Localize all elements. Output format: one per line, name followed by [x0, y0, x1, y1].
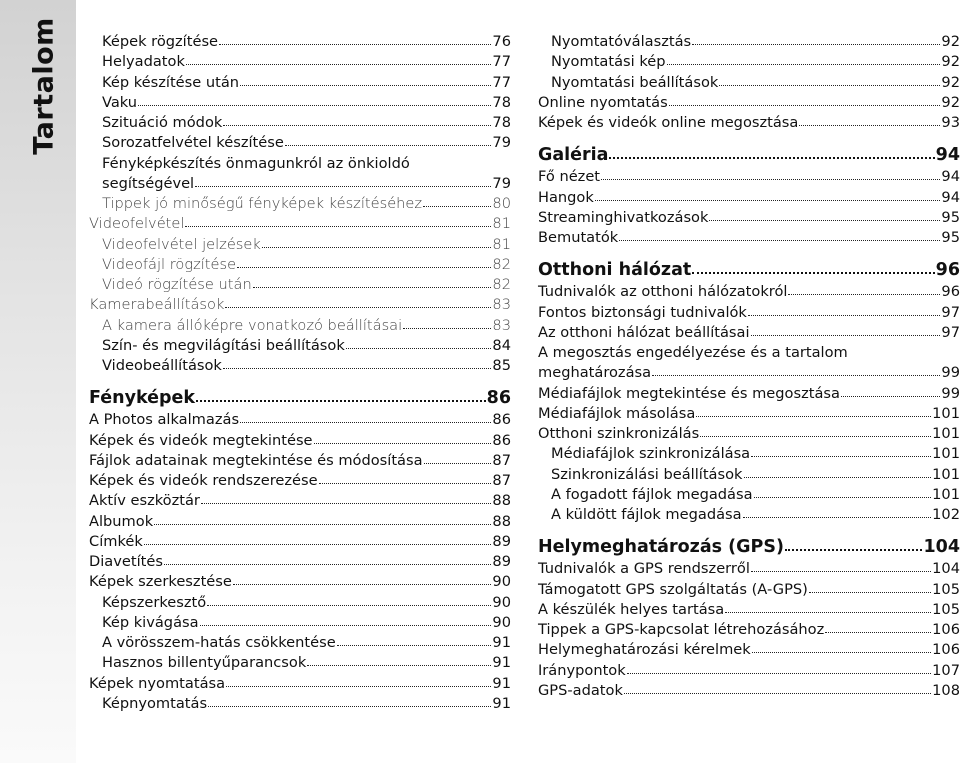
toc-entry[interactable]	[538, 208, 960, 228]
toc-entry[interactable]	[89, 133, 511, 153]
toc-entry-title: Képek nyomtatása	[89, 674, 226, 692]
toc-entry[interactable]	[89, 451, 511, 471]
dot-leader	[253, 287, 492, 288]
toc-entry[interactable]	[538, 465, 960, 485]
toc-page-number: 88	[492, 512, 511, 530]
dot-leader	[751, 456, 931, 457]
toc-page-number: 78	[492, 93, 511, 111]
dot-leader	[619, 240, 940, 241]
toc-entry-title: Iránypontok	[538, 661, 626, 679]
toc-entry[interactable]	[89, 572, 511, 592]
toc-page-number: 91	[492, 634, 511, 651]
toc-page-number: 82	[492, 255, 511, 273]
toc-page-number: 94	[935, 145, 960, 166]
toc-entry-title: Galéria	[538, 145, 609, 166]
toc-page-number: 85	[492, 357, 511, 374]
dot-leader	[186, 64, 492, 65]
toc-entry-title: A fogadott fájlok megadása	[551, 485, 753, 503]
toc-entry-title: Szituáció módok	[102, 114, 223, 131]
toc-entry-title: Hangok	[538, 188, 594, 206]
toc-page-number: 91	[492, 654, 511, 672]
toc-entry[interactable]	[538, 52, 960, 72]
toc-page-number: 102	[932, 506, 960, 523]
toc-entry-title: Fényképek	[89, 388, 196, 409]
toc-entry[interactable]	[538, 32, 960, 52]
toc-entry[interactable]	[89, 275, 511, 295]
toc-page-number: 105	[932, 580, 960, 598]
toc-entry-title: Videó rögzítése után	[102, 276, 252, 293]
toc-entry-title: Nyomtatóválasztás	[551, 33, 692, 50]
dot-leader	[700, 436, 931, 437]
toc-entry[interactable]	[538, 580, 960, 600]
dot-leader	[154, 524, 491, 525]
dot-leader	[223, 125, 491, 126]
toc-entry-title: Fontos biztonsági tudnivalók	[538, 303, 747, 321]
dot-leader	[237, 267, 491, 268]
toc-entry[interactable]	[538, 404, 960, 424]
toc-page-number: 87	[492, 472, 511, 489]
toc-entry-title: Képek és videók rendszerezése	[89, 472, 318, 489]
toc-page-number: 95	[941, 229, 960, 246]
toc-entry-title: Képek és videók online megosztása	[538, 114, 799, 131]
toc-entry[interactable]	[89, 316, 511, 336]
toc-entry[interactable]	[538, 600, 960, 620]
toc-page-number: 78	[492, 114, 511, 131]
dot-leader	[624, 693, 931, 694]
toc-page-number: 81	[492, 215, 511, 233]
toc-entry[interactable]	[89, 593, 511, 613]
toc-page-number: 94	[941, 168, 960, 186]
toc-section-heading[interactable]	[538, 259, 960, 281]
toc-entry[interactable]	[538, 188, 960, 208]
dot-leader	[307, 665, 491, 666]
toc-page-number: 83	[492, 316, 511, 334]
dot-leader	[185, 226, 491, 227]
dot-leader	[652, 375, 940, 376]
toc-page-number: 86	[492, 411, 511, 429]
toc-page-number: 94	[941, 188, 960, 206]
toc-entry[interactable]	[538, 282, 960, 302]
toc-page-number: 90	[492, 573, 511, 591]
toc-entry-title: Tudnivalók az otthoni hálózatokról	[538, 283, 788, 301]
dot-leader	[207, 605, 491, 606]
toc-entry-title: Médiafájlok szinkronizálása	[551, 445, 751, 463]
toc-entry[interactable]	[538, 363, 960, 383]
toc-entry-title: Vaku	[102, 93, 138, 111]
toc-entry-title: Helyadatok	[102, 53, 185, 71]
toc-entry-title: Tudnivalók a GPS rendszerről	[538, 560, 750, 578]
dot-leader	[319, 483, 492, 484]
toc-entry-title: meghatározása	[538, 364, 652, 382]
dot-leader	[403, 328, 491, 329]
toc-entry-title: Videobeállítások	[102, 357, 222, 374]
toc-entry[interactable]	[89, 93, 511, 113]
toc-entry-title: Albumok	[89, 512, 154, 530]
toc-entry[interactable]	[538, 113, 960, 133]
dot-leader	[233, 584, 492, 585]
toc-entry-title: A Photos alkalmazás	[89, 411, 240, 429]
toc-entry[interactable]	[538, 505, 960, 525]
dot-leader	[201, 503, 492, 504]
toc-page-number: 104	[932, 560, 960, 578]
toc-entry[interactable]	[89, 73, 511, 93]
dot-leader	[799, 125, 940, 126]
toc-entry[interactable]	[538, 228, 960, 248]
toc-entry-title: Videofájl rögzítése	[102, 255, 237, 273]
toc-page-number: 101	[932, 425, 960, 442]
toc-entry-title: Bemutatók	[538, 229, 619, 246]
toc-entry[interactable]	[89, 32, 511, 52]
toc-entry-title: A vörösszem-hatás csökkentése	[102, 634, 336, 651]
toc-page-number: 108	[932, 681, 960, 699]
toc-entry-title: Online nyomtatás	[538, 93, 668, 111]
toc-page-number: 79	[492, 134, 511, 152]
toc-page-number: 105	[932, 600, 960, 618]
dot-leader	[748, 315, 941, 316]
toc-entry-title: Kép készítése után	[102, 73, 240, 91]
toc-entry-title: Otthoni hálózat	[538, 260, 692, 281]
toc-entry-title: Videofelvétel jelzések	[102, 235, 261, 253]
dot-leader	[595, 200, 941, 201]
toc-page-number: 79	[492, 174, 511, 192]
toc-entry[interactable]	[538, 681, 960, 701]
dot-leader	[200, 625, 492, 626]
toc-page-number: 93	[941, 114, 960, 131]
toc-page-number: 90	[492, 593, 511, 611]
toc-page-number: 96	[941, 283, 960, 301]
dot-leader	[285, 145, 492, 146]
dot-leader	[669, 105, 941, 106]
dot-leader	[337, 645, 492, 646]
toc-entry-title: segítségével	[102, 174, 195, 192]
toc-entry-title: Aktív eszköztár	[89, 492, 200, 510]
toc-page-number: 101	[932, 465, 960, 483]
toc-page-number: 87	[492, 451, 511, 469]
toc-entry[interactable]	[538, 93, 960, 113]
toc-page-number: 97	[941, 303, 960, 321]
toc-page-number: 88	[492, 492, 511, 510]
dot-leader	[809, 592, 931, 593]
toc-page-number: 80	[492, 195, 511, 212]
dot-leader	[314, 443, 492, 444]
toc-page-number: 101	[932, 485, 960, 503]
toc-entry[interactable]	[538, 620, 960, 640]
toc-entry[interactable]	[538, 424, 960, 444]
dot-leader	[138, 105, 491, 106]
dot-leader	[601, 179, 940, 180]
toc-entry[interactable]	[89, 512, 511, 532]
toc-page-number: 81	[492, 235, 511, 253]
toc-page-number: 76	[492, 33, 511, 50]
toc-page-number: 77	[492, 53, 511, 71]
toc-page-number: 95	[941, 208, 960, 226]
dot-leader	[841, 396, 940, 397]
dot-leader	[696, 416, 931, 417]
toc-entry[interactable]	[89, 431, 511, 451]
dot-leader	[424, 463, 492, 464]
toc-page-number: 92	[941, 53, 960, 71]
dot-leader	[744, 477, 932, 478]
toc-entry-title: Kamerabeállítások	[89, 296, 225, 314]
toc-entry[interactable]	[89, 356, 511, 376]
toc-page-number: 83	[492, 296, 511, 314]
toc-entry-title: A készülék helyes tartása	[538, 600, 725, 618]
dot-leader	[785, 549, 923, 551]
toc-entry-title: Nyomtatási beállítások	[551, 73, 719, 91]
toc-entry-title: Az otthoni hálózat beállításai	[538, 323, 750, 341]
toc-entry-line[interactable]	[89, 154, 511, 174]
toc-entry[interactable]	[538, 640, 960, 660]
toc-entry[interactable]	[89, 336, 511, 356]
dot-leader	[692, 44, 940, 45]
toc-column-left	[89, 32, 511, 714]
toc-page-number: 92	[941, 33, 960, 50]
toc-page-number: 82	[492, 276, 511, 293]
dot-leader	[219, 44, 491, 45]
toc-entry[interactable]	[89, 471, 511, 491]
toc-entry-title: Fő nézet	[538, 168, 601, 186]
toc-page-number: 101	[932, 445, 960, 463]
dot-leader	[788, 294, 940, 295]
dot-leader	[709, 220, 940, 221]
toc-entry-title: Kép kivágása	[102, 613, 199, 631]
toc-entry-title: Hasznos billentyűparancsok	[102, 654, 307, 672]
toc-entry-title: Nyomtatási kép	[551, 53, 666, 71]
toc-page-number: 89	[492, 532, 511, 550]
sidebar	[0, 0, 76, 763]
toc-page-number: 101	[932, 404, 960, 422]
toc-page-number: 86	[492, 431, 511, 449]
toc-entry-title: Diavetítés	[89, 553, 163, 570]
toc-page-number: 84	[492, 336, 511, 354]
toc-entry[interactable]	[89, 235, 511, 255]
toc-entry[interactable]	[538, 167, 960, 187]
dot-leader	[208, 706, 491, 707]
toc-page-number: 92	[941, 93, 960, 111]
toc-entry[interactable]	[538, 303, 960, 323]
toc-entry[interactable]	[89, 613, 511, 633]
toc-entry-title: Képszerkesztő	[102, 593, 207, 611]
toc-entry-title: Tippek a GPS-kapcsolat létrehozásához	[538, 621, 825, 638]
dot-leader	[196, 400, 486, 402]
toc-entry[interactable]	[538, 73, 960, 93]
toc-entry-title: Médiafájlok másolása	[538, 404, 696, 422]
dot-leader	[240, 422, 491, 423]
toc-page-number: 104	[923, 537, 960, 558]
toc-page-number: 91	[492, 674, 511, 692]
toc-page-number: 97	[941, 323, 960, 341]
toc-entry-line[interactable]	[538, 343, 960, 363]
toc-entry[interactable]	[538, 323, 960, 343]
toc-entry-title: Támogatott GPS szolgáltatás (A-GPS)	[538, 580, 808, 598]
toc-entry-title: Képek szerkesztése	[89, 573, 232, 591]
toc-section-heading[interactable]	[89, 387, 511, 409]
dot-leader	[423, 206, 491, 207]
dot-leader	[752, 652, 931, 653]
dot-leader	[262, 247, 492, 248]
toc-page-number: 106	[932, 621, 960, 638]
toc-page-number: 107	[932, 661, 960, 679]
toc-entry-title: Szinkronizálási beállítások	[551, 465, 743, 483]
toc-entry-title: Videofelvétel	[89, 215, 185, 233]
toc-entry-title: GPS-adatok	[538, 681, 623, 699]
dot-leader	[692, 272, 934, 274]
toc-page-number: 90	[492, 613, 511, 631]
dot-leader	[754, 497, 932, 498]
toc-entry-title: Helymeghatározási kérelmek	[538, 641, 751, 659]
toc-entry[interactable]	[538, 661, 960, 681]
dot-leader	[609, 157, 934, 159]
dot-leader	[719, 85, 940, 86]
toc-entry-title: A kamera állóképre vonatkozó beállításai	[102, 316, 403, 334]
dot-leader	[225, 307, 491, 308]
toc-section-heading[interactable]	[538, 536, 960, 558]
dot-leader	[751, 335, 941, 336]
toc-page-number: 91	[492, 694, 511, 712]
toc-entry[interactable]	[538, 444, 960, 464]
toc-entry-title: Sorozatfelvétel készítése	[102, 134, 284, 152]
toc-entry[interactable]	[89, 532, 511, 552]
toc-entry-title: Fájlok adatainak megtekintése és módosítása	[89, 451, 423, 469]
toc-column-right	[538, 32, 960, 701]
toc-entry-title: Helymeghatározás (GPS)	[538, 537, 784, 558]
dot-leader	[144, 544, 492, 545]
toc-entry[interactable]	[89, 113, 511, 133]
toc-entry[interactable]	[89, 653, 511, 673]
toc-page-number: 89	[492, 553, 511, 570]
dot-leader	[627, 673, 931, 674]
toc-entry[interactable]	[89, 194, 511, 214]
toc-entry[interactable]	[89, 410, 511, 430]
toc-entry[interactable]	[538, 485, 960, 505]
toc-entry[interactable]	[89, 52, 511, 72]
toc-entry[interactable]	[89, 214, 511, 234]
toc-entry[interactable]	[538, 559, 960, 579]
toc-entry-title: Képnyomtatás	[102, 694, 208, 712]
toc-entry[interactable]	[89, 674, 511, 694]
toc-entry-title: A megosztás engedélyezése és a tartalom	[538, 344, 848, 361]
toc-page-number: 106	[932, 641, 960, 659]
toc-entry-title: Szín- és megvilágítási beállítások	[102, 336, 345, 354]
sidebar-title: Tartalom	[28, 17, 60, 155]
dot-leader	[223, 368, 492, 369]
toc-page-number: 86	[486, 388, 511, 409]
toc-entry[interactable]	[89, 295, 511, 315]
dot-leader	[195, 186, 491, 187]
toc-page-number: 99	[941, 364, 960, 382]
toc-entry[interactable]	[89, 491, 511, 511]
toc-entry-title: Címkék	[89, 532, 143, 550]
toc-entry-title: Képek rögzítése	[102, 33, 219, 50]
toc-entry-title: Tippek jó minőségű fényképek készítéséhez	[102, 195, 423, 212]
toc-entry[interactable]	[89, 694, 511, 714]
toc-entry[interactable]	[89, 633, 511, 653]
dot-leader	[743, 517, 932, 518]
toc-entry-title: Fényképkészítés önmagunkról az önkioldó	[102, 154, 410, 172]
toc-entry-title: A küldött fájlok megadása	[551, 506, 742, 523]
toc-entry-title: Képek és videók megtekintése	[89, 431, 313, 449]
dot-leader	[164, 564, 491, 565]
toc-entry[interactable]	[89, 174, 511, 194]
toc-section-heading[interactable]	[538, 144, 960, 166]
dot-leader	[751, 571, 931, 572]
toc-entry[interactable]	[89, 552, 511, 572]
dot-leader	[346, 348, 492, 349]
toc-page-number: 96	[935, 260, 960, 281]
toc-page-number: 77	[492, 73, 511, 91]
toc-page-number: 99	[941, 384, 960, 402]
toc-page-number: 92	[941, 73, 960, 91]
toc-entry-title: Otthoni szinkronizálás	[538, 425, 700, 442]
dot-leader	[667, 64, 941, 65]
dot-leader	[825, 632, 931, 633]
dot-leader	[226, 686, 491, 687]
toc-entry-title: Streaminghivatkozások	[538, 208, 709, 226]
dot-leader	[240, 85, 491, 86]
dot-leader	[725, 612, 931, 613]
toc-entry[interactable]	[538, 384, 960, 404]
toc-entry[interactable]	[89, 255, 511, 275]
toc-entry-title: Médiafájlok megtekintése és megosztása	[538, 384, 840, 402]
